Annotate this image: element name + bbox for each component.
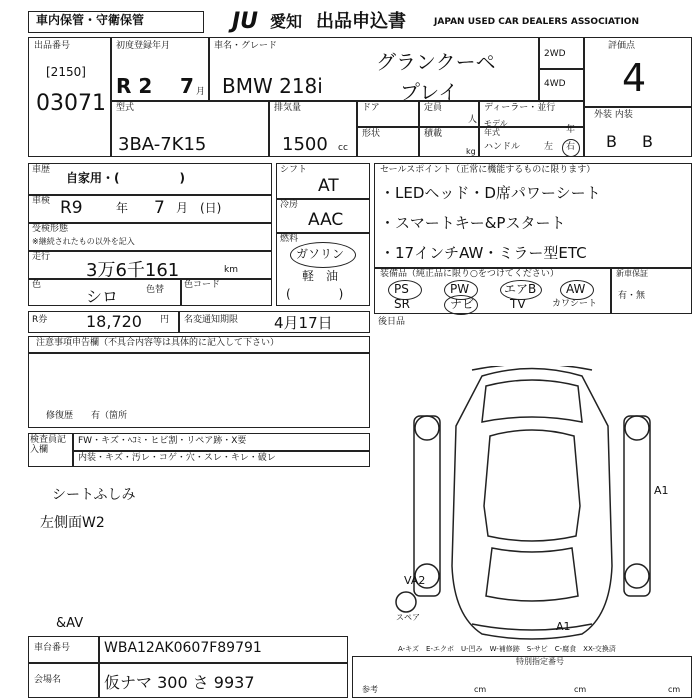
equip-tv: TV bbox=[510, 297, 526, 311]
km-label: km bbox=[224, 265, 238, 275]
spare-label: スペア bbox=[396, 613, 420, 622]
shift-label: シフト bbox=[280, 165, 308, 175]
inspector-inner-line: 内装・キズ・汚レ・コゲ・穴・スレ・キレ・破レ bbox=[78, 453, 276, 463]
cm-3: cm bbox=[668, 685, 681, 694]
equip-pw: PW bbox=[450, 282, 470, 296]
vehicle-name-kana: グランクーペ bbox=[376, 50, 496, 74]
received-form-note: ※継続されたもの以外を記入 bbox=[32, 237, 135, 246]
equip-circle-aw bbox=[560, 280, 594, 300]
lot-number: 03071 bbox=[36, 91, 106, 116]
ref-label: 参考 bbox=[362, 685, 378, 694]
history-label: 車歴 bbox=[32, 165, 51, 175]
notes-header: 注意事項申告欄（不具合内容等は具体的に記入して下さい） bbox=[36, 338, 280, 348]
mileage-value: 3万6千161 bbox=[86, 260, 180, 281]
diagram-annotation-a1-bottom: A1 bbox=[556, 620, 571, 633]
inspection-era: R9 bbox=[60, 198, 83, 218]
drive-2wd: 2WD bbox=[544, 49, 566, 59]
vehicle-grade-kana: プレイ bbox=[400, 80, 459, 104]
remark-line-3: &AV bbox=[56, 616, 84, 631]
handle-circle bbox=[562, 139, 580, 157]
fuel-gas: ガソリン bbox=[296, 247, 345, 261]
fuel-label: 燃料 bbox=[280, 234, 299, 244]
chassis-value: WBA12AK0607F89791 bbox=[104, 640, 262, 656]
remark-line-2: 左側面W2 bbox=[40, 515, 105, 531]
sales-points-label: セールスポイント（正常に機能するものに限ります） bbox=[380, 165, 596, 175]
drive-4wd: 4WD bbox=[544, 79, 566, 89]
deadline-label: 名変通知期限 bbox=[184, 315, 239, 325]
equip-circle-navi bbox=[444, 295, 478, 315]
cc-label: cc bbox=[338, 143, 348, 153]
dealer-label: ディーラー・並行 bbox=[484, 103, 556, 113]
color-value: シロ bbox=[86, 287, 119, 306]
inspection-label: 車検 bbox=[32, 196, 51, 206]
door-label: ドア bbox=[362, 103, 380, 113]
wheel-front-left bbox=[415, 416, 439, 440]
chassis-label: 車台番号 bbox=[34, 643, 71, 653]
handle-label: ハンドル bbox=[484, 142, 521, 152]
fuel-circle bbox=[290, 242, 356, 268]
sales-point-3: ・17インチAW・ミラー型ETC bbox=[380, 244, 587, 262]
model-year-label: モデル年式 bbox=[484, 119, 508, 137]
new-car-label: 新車保証 bbox=[616, 269, 648, 278]
lot-sub-number: [2150] bbox=[46, 65, 86, 79]
rear-bumper bbox=[472, 624, 592, 630]
handle-right: 右 bbox=[566, 142, 576, 152]
car-trunk bbox=[486, 548, 578, 601]
car-roof bbox=[484, 430, 580, 541]
rating-interior: B bbox=[642, 132, 653, 151]
inspection-day-unit: (日) bbox=[200, 201, 222, 215]
car-body-outline bbox=[452, 369, 612, 640]
recycle-label: R券 bbox=[32, 315, 48, 325]
spare-tire bbox=[396, 592, 416, 612]
capacity-label: 定員 bbox=[424, 103, 443, 113]
inspection-month: 7 bbox=[154, 198, 165, 218]
deadline-value: 4月17日 bbox=[274, 314, 333, 332]
model-label: 型式 bbox=[116, 103, 135, 113]
handle-left: 左 bbox=[544, 142, 554, 152]
cm-1: cm bbox=[474, 685, 487, 694]
registration-month: 7 bbox=[180, 74, 194, 98]
color-change-label: 色替 bbox=[146, 285, 165, 295]
capacity-unit: 人 bbox=[468, 115, 478, 125]
inspection-month-unit: 月 bbox=[176, 201, 189, 215]
association-name: JAPAN USED CAR DEALERS ASSOCIATION bbox=[434, 17, 639, 27]
equip-airbag: エアB bbox=[504, 282, 537, 296]
new-car-value: 有・無 bbox=[618, 291, 646, 301]
equipment-label: 装備品（純正品に限り○をつけてください） bbox=[380, 269, 559, 279]
recycle-value: 18,720 bbox=[86, 312, 142, 331]
equip-navi: ナビ bbox=[450, 297, 475, 311]
form-title: 出品申込書 bbox=[316, 11, 406, 32]
fuel-diesel: 軽 油 bbox=[302, 269, 339, 283]
car-hood bbox=[482, 380, 582, 422]
cm-2: cm bbox=[574, 685, 587, 694]
equip-circle-ps bbox=[388, 280, 422, 300]
owner-label: 後日品 bbox=[378, 317, 406, 327]
mileage-label: 走行 bbox=[32, 252, 51, 262]
logo-mark: JU bbox=[232, 9, 259, 34]
damage-legend: A-キズ E-エクボ U-凹み W-補修跡 S-サビ C-腐食 XX-交換済 bbox=[398, 645, 616, 653]
recycle-yen: 円 bbox=[160, 315, 170, 325]
usage-value: 自家用・( ) bbox=[66, 171, 185, 185]
inspection-year-unit: 年 bbox=[116, 201, 129, 215]
inspector-fw-line: FW・キズ・ﾍｺﾐ・ヒビ割・リペア跡・X要 bbox=[78, 436, 247, 446]
rating-exterior: B bbox=[606, 132, 617, 151]
remark-line-1: シートふしみ bbox=[52, 487, 136, 503]
inspector-label: 検査員記入欄 bbox=[30, 435, 67, 455]
wheel-rear-right bbox=[625, 564, 649, 588]
fuel-paren: ( ) bbox=[286, 287, 344, 301]
color-code-label: 色コード bbox=[184, 280, 221, 290]
kg-label: kg bbox=[466, 147, 476, 156]
diagram-annotation-a1-right: A1 bbox=[654, 484, 669, 497]
vehicle-name: BMW 218i bbox=[222, 74, 323, 98]
rating-ext-int-label: 外装 内装 bbox=[594, 110, 633, 120]
size-label: 特別指定番号 bbox=[516, 657, 564, 666]
color-label: 色 bbox=[32, 280, 42, 290]
equip-sr: SR bbox=[394, 297, 410, 311]
registration-month-unit: 月 bbox=[196, 87, 206, 97]
equip-ps: PS bbox=[394, 282, 409, 296]
shift-value: AT bbox=[318, 176, 339, 196]
equip-leather-seat: カワシート bbox=[552, 299, 598, 309]
diagram-annotation-va2: VA2 bbox=[404, 574, 426, 587]
equip-aw: AW bbox=[566, 282, 586, 296]
wheel-front-right bbox=[625, 416, 649, 440]
load-label: 積載 bbox=[424, 129, 443, 139]
repair-label: 修復歴 有（箇所 bbox=[46, 411, 128, 421]
storage-label: 車内保管・守衛保管 bbox=[36, 13, 145, 27]
registration-label: 初度登録年月 bbox=[116, 41, 171, 51]
displacement-value: 1500 bbox=[282, 134, 328, 155]
ac-value: AAC bbox=[308, 210, 344, 230]
model-value: 3BA-7K15 bbox=[118, 134, 207, 155]
rating-label: 評価点 bbox=[608, 41, 636, 51]
ac-label: 冷房 bbox=[280, 200, 299, 210]
received-form-label: 受検形態 bbox=[32, 224, 69, 234]
sales-point-1: ・LEDヘッド・D席パワーシート bbox=[380, 184, 601, 202]
vehicle-label: 車名・グレード bbox=[214, 41, 278, 51]
location-value: 仮ナマ 300 さ 9937 bbox=[104, 673, 255, 692]
displacement-label: 排気量 bbox=[274, 103, 302, 113]
shape-label: 形状 bbox=[362, 129, 381, 139]
registration-era-year: R 2 bbox=[116, 74, 153, 98]
car-diagram bbox=[372, 366, 692, 646]
rating-score: 4 bbox=[622, 56, 647, 100]
logo-region: 愛知 bbox=[270, 12, 303, 31]
location-label: 会場名 bbox=[34, 675, 62, 685]
equip-circle-airbag bbox=[500, 280, 542, 300]
model-year-unit: 年 bbox=[566, 125, 576, 135]
lot-label: 出品番号 bbox=[34, 41, 71, 51]
sales-point-2: ・スマートキー&Pスタート bbox=[380, 214, 566, 232]
